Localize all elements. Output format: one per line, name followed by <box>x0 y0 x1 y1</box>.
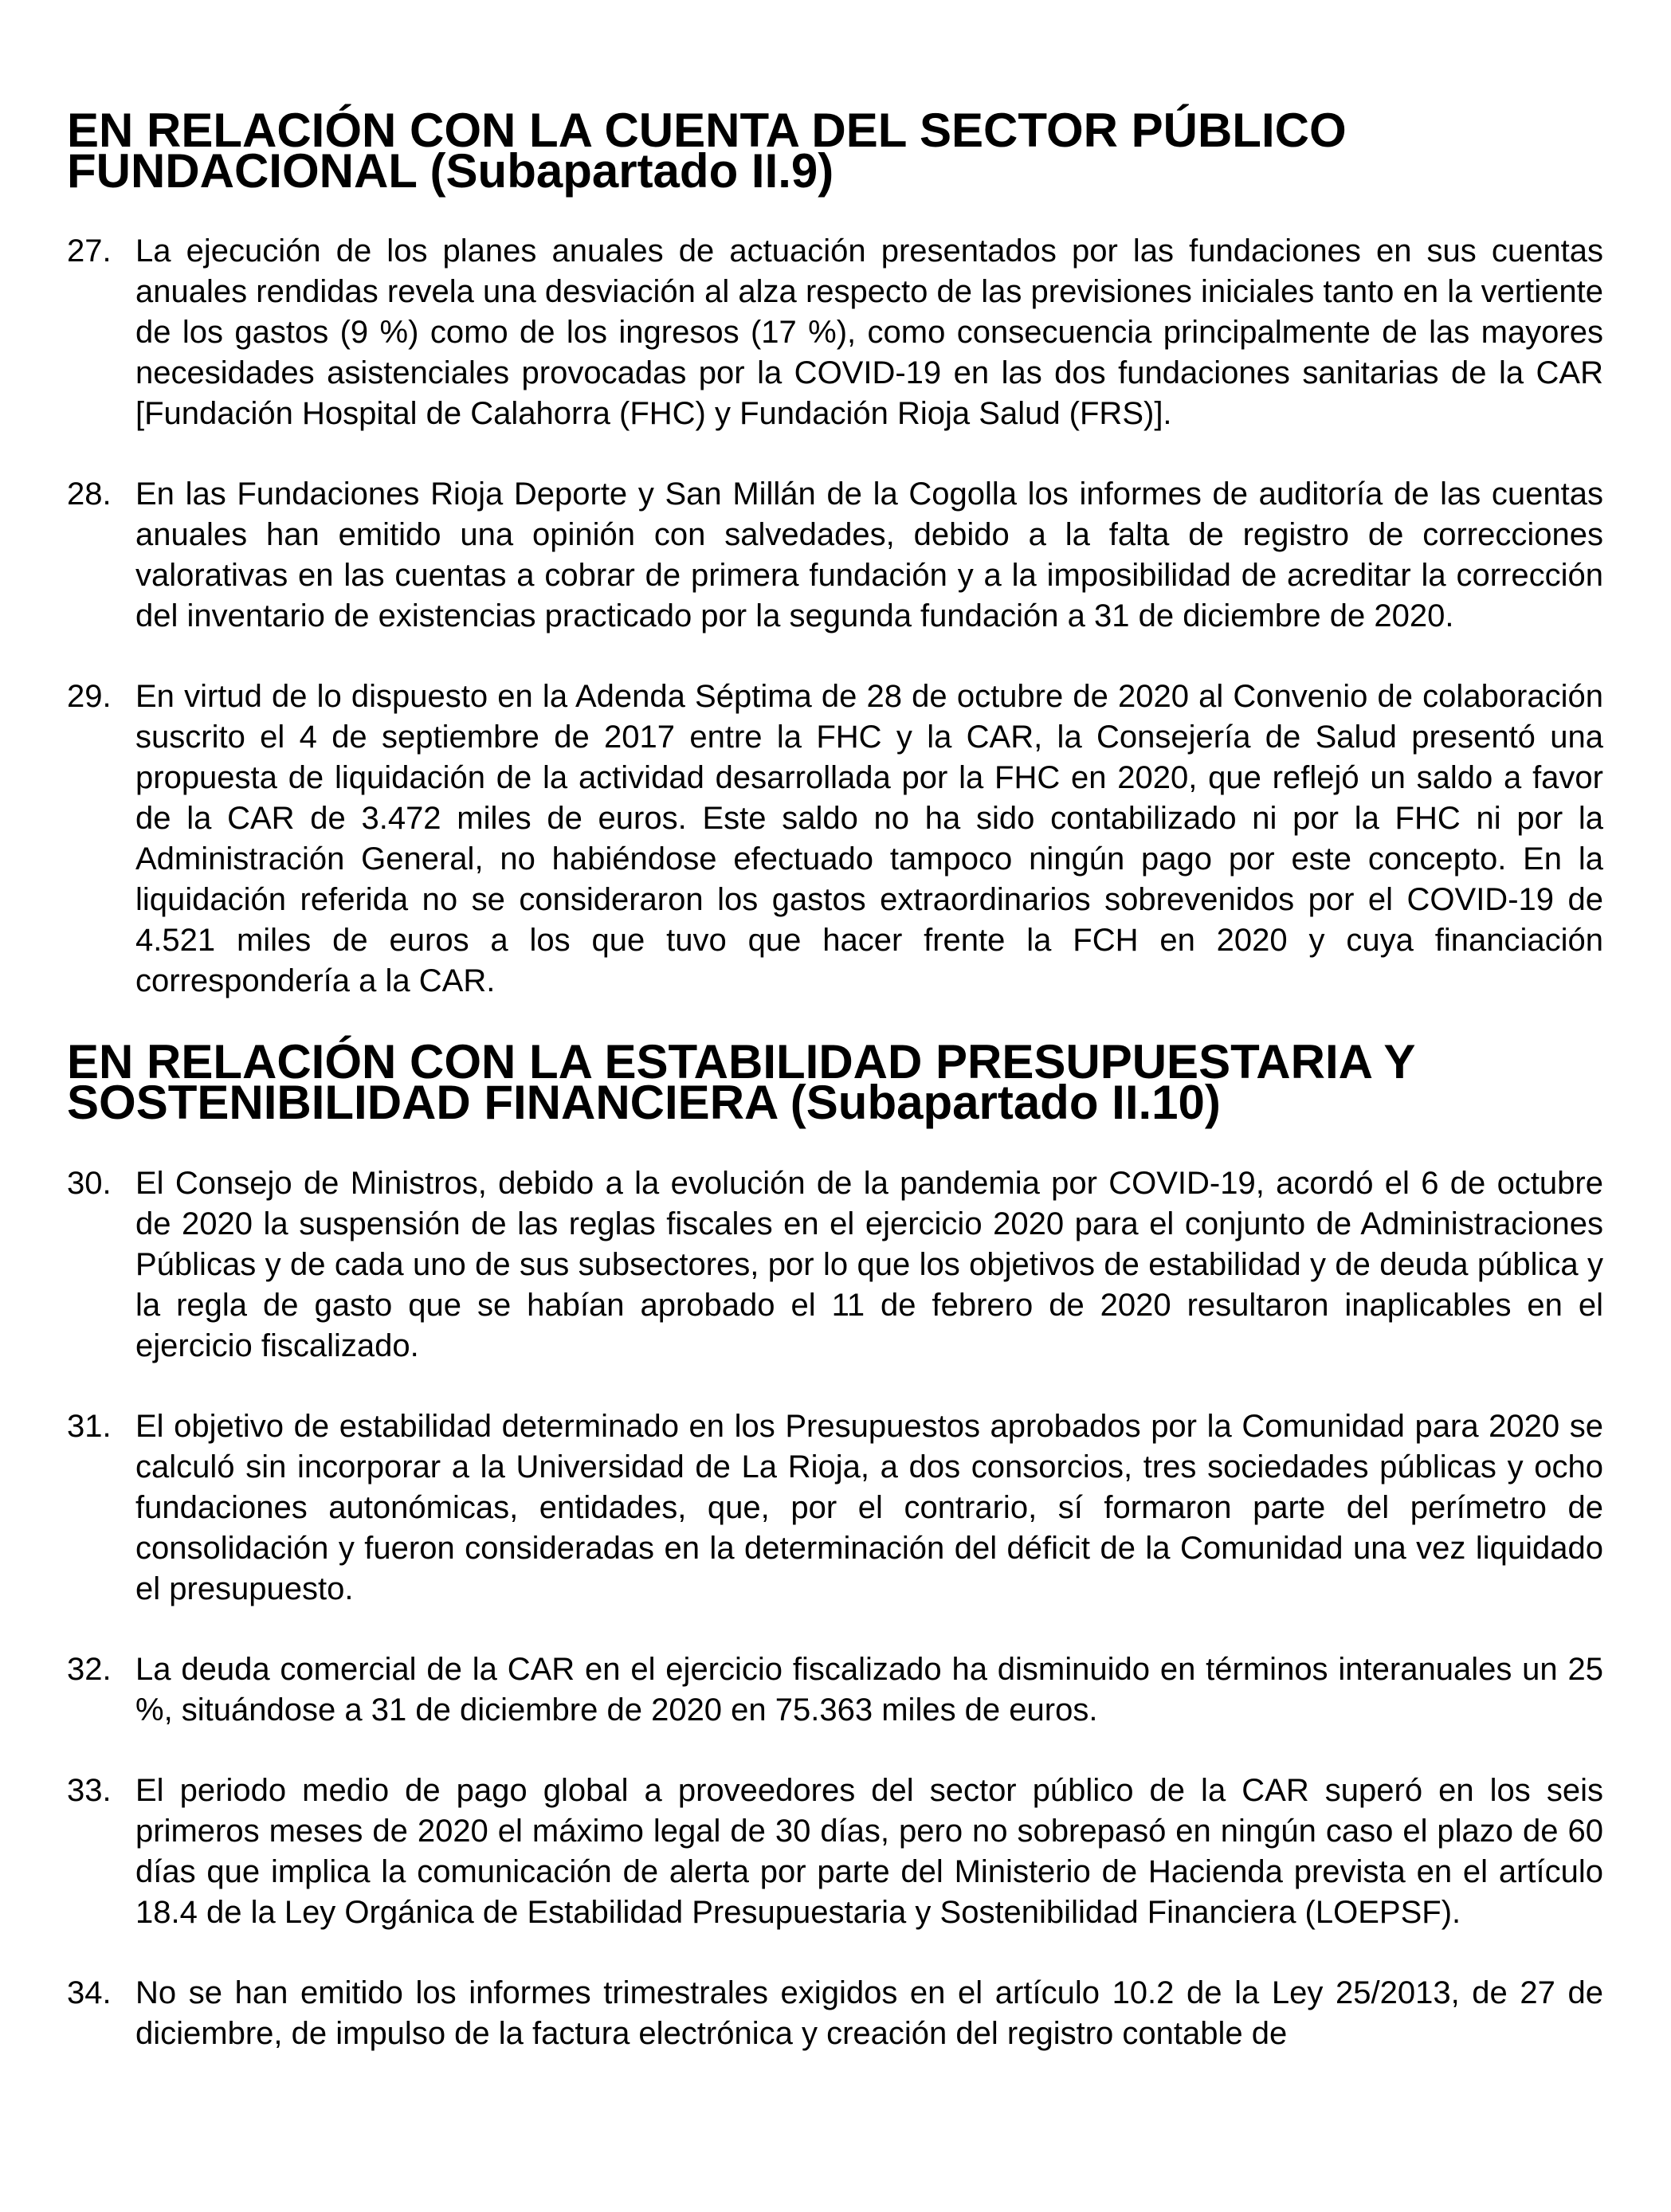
paragraph-28 <box>67 474 1603 637</box>
paragraph-number: 28. <box>67 477 112 512</box>
paragraph-number: 34. <box>67 1975 112 2010</box>
paragraph-text: El objetivo de estabilidad determinado en los Presupuestos aprobados por la Comunidad para 2020 se calculó sin incorporar a la Universidad de La Rioja, a dos consorcios, tres sociedades públicas y ocho fundaciones autonómicas, entidades, que, por el contrario, sí formaron parte del perímetro de consolidación y fueron consideradas en la determinación del déficit de la Comunidad una vez liquidado el presupuesto. <box>135 1409 1603 1606</box>
section-heading-estabilidad: EN RELACIÓN CON LA ESTABILIDAD PRESUPUESTARIA Y SOSTENIBILIDAD FINANCIERA (Subapartado II.10) <box>67 1035 1415 1129</box>
paragraph-32 <box>67 1649 1603 1731</box>
paragraph-number: 33. <box>67 1773 112 1808</box>
paragraph-text: La deuda comercial de la CAR en el ejercicio fiscalizado ha disminuido en términos interanuales un 25 %, situándose a 31 de diciembre de 2020 en 75.363 miles de euros. <box>135 1652 1603 1728</box>
paragraph-29 <box>67 677 1603 1002</box>
paragraph-33 <box>67 1771 1603 1933</box>
paragraph-text: El periodo medio de pago global a proveedores del sector público de la CAR superó en los seis primeros meses de 2020 el máximo legal de 30 días, pero no sobrepasó en ningún caso el plazo de 60 días que implica la comunicación de alerta por parte del Ministerio de Hacienda prevista en el artículo 18.4 de la Ley Orgánica de Estabilidad Presupuestaria y Sostenibilidad Financiera (LOEPSF). <box>135 1773 1603 1930</box>
paragraph-text: El Consejo de Ministros, debido a la evolución de la pandemia por COVID-19, acordó el 6 de octubre de 2020 la suspensión de las reglas fiscales en el ejercicio 2020 para el conjunto de Administraciones Públicas y de cada uno de sus subsectores, por lo que los objetivos de estabilidad y de deuda pública y la regla de gasto que se habían aprobado el 11 de febrero de 2020 resultaron inaplicables en el ejercicio fiscalizado. <box>135 1166 1603 1363</box>
paragraph-number: 30. <box>67 1166 112 1201</box>
paragraph-31 <box>67 1406 1603 1610</box>
paragraph-text: En virtud de lo dispuesto en la Adenda Séptima de 28 de octubre de 2020 al Convenio de colaboración suscrito el 4 de septiembre de 2017 entre la FHC y la CAR, la Consejería de Salud presentó una propuesta de liquidación de la actividad desarrollada por la FHC en 2020, que reflejó un saldo a favor de la CAR de 3.472 miles de euros. Este saldo no ha sido contabilizado ni por la FHC ni por la Administración General, no habiéndose efectuado tampoco ningún pago por este concepto. En la liquidación referida no se consideraron los gastos extraordinarios sobrevenidos por el COVID-19 de 4.521 miles de euros a los que tuvo que hacer frente la FCH en 2020 y cuya financiación correspondería a la CAR. <box>135 679 1603 998</box>
paragraph-number: 27. <box>67 233 112 269</box>
section-heading-fundacional: EN RELACIÓN CON LA CUENTA DEL SECTOR PÚBLICO FUNDACIONAL (Subapartado II.9) <box>67 104 1347 198</box>
paragraph-text: La ejecución de los planes anuales de actuación presentados por las fundaciones en sus cuentas anuales rendidas revela una desviación al alza respecto de las previsiones iniciales tanto en la vertiente de los gastos (9 %) como de los ingresos (17 %), como consecuencia principalmente de las mayores necesidades asistenciales provocadas por la COVID-19 en las dos fundaciones sanitarias de la CAR [Fundación Hospital de Calahorra (FHC) y Fundación Rioja Salud (FRS)]. <box>135 233 1603 431</box>
paragraph-number: 29. <box>67 679 112 714</box>
paragraph-30 <box>67 1163 1603 1367</box>
paragraph-text: En las Fundaciones Rioja Deporte y San Millán de la Cogolla los informes de auditoría de las cuentas anuales han emitido una opinión con salvedades, debido a la falta de registro de correcciones valorativas en las cuentas a cobrar de primera fundación y a la imposibilidad de acreditar la corrección del inventario de existencias practicado por la segunda fundación a 31 de diciembre de 2020. <box>135 477 1603 633</box>
paragraph-number: 32. <box>67 1652 112 1687</box>
paragraph-34 <box>67 1973 1603 2054</box>
document-body <box>67 104 1603 2054</box>
paragraph-text: No se han emitido los informes trimestrales exigidos en el artículo 10.2 de la Ley 25/2013, de 27 de diciembre, de impulso de la factura electrónica y creación del registro contable de <box>135 1975 1603 2051</box>
paragraph-27 <box>67 231 1603 434</box>
paragraph-number: 31. <box>67 1409 112 1444</box>
